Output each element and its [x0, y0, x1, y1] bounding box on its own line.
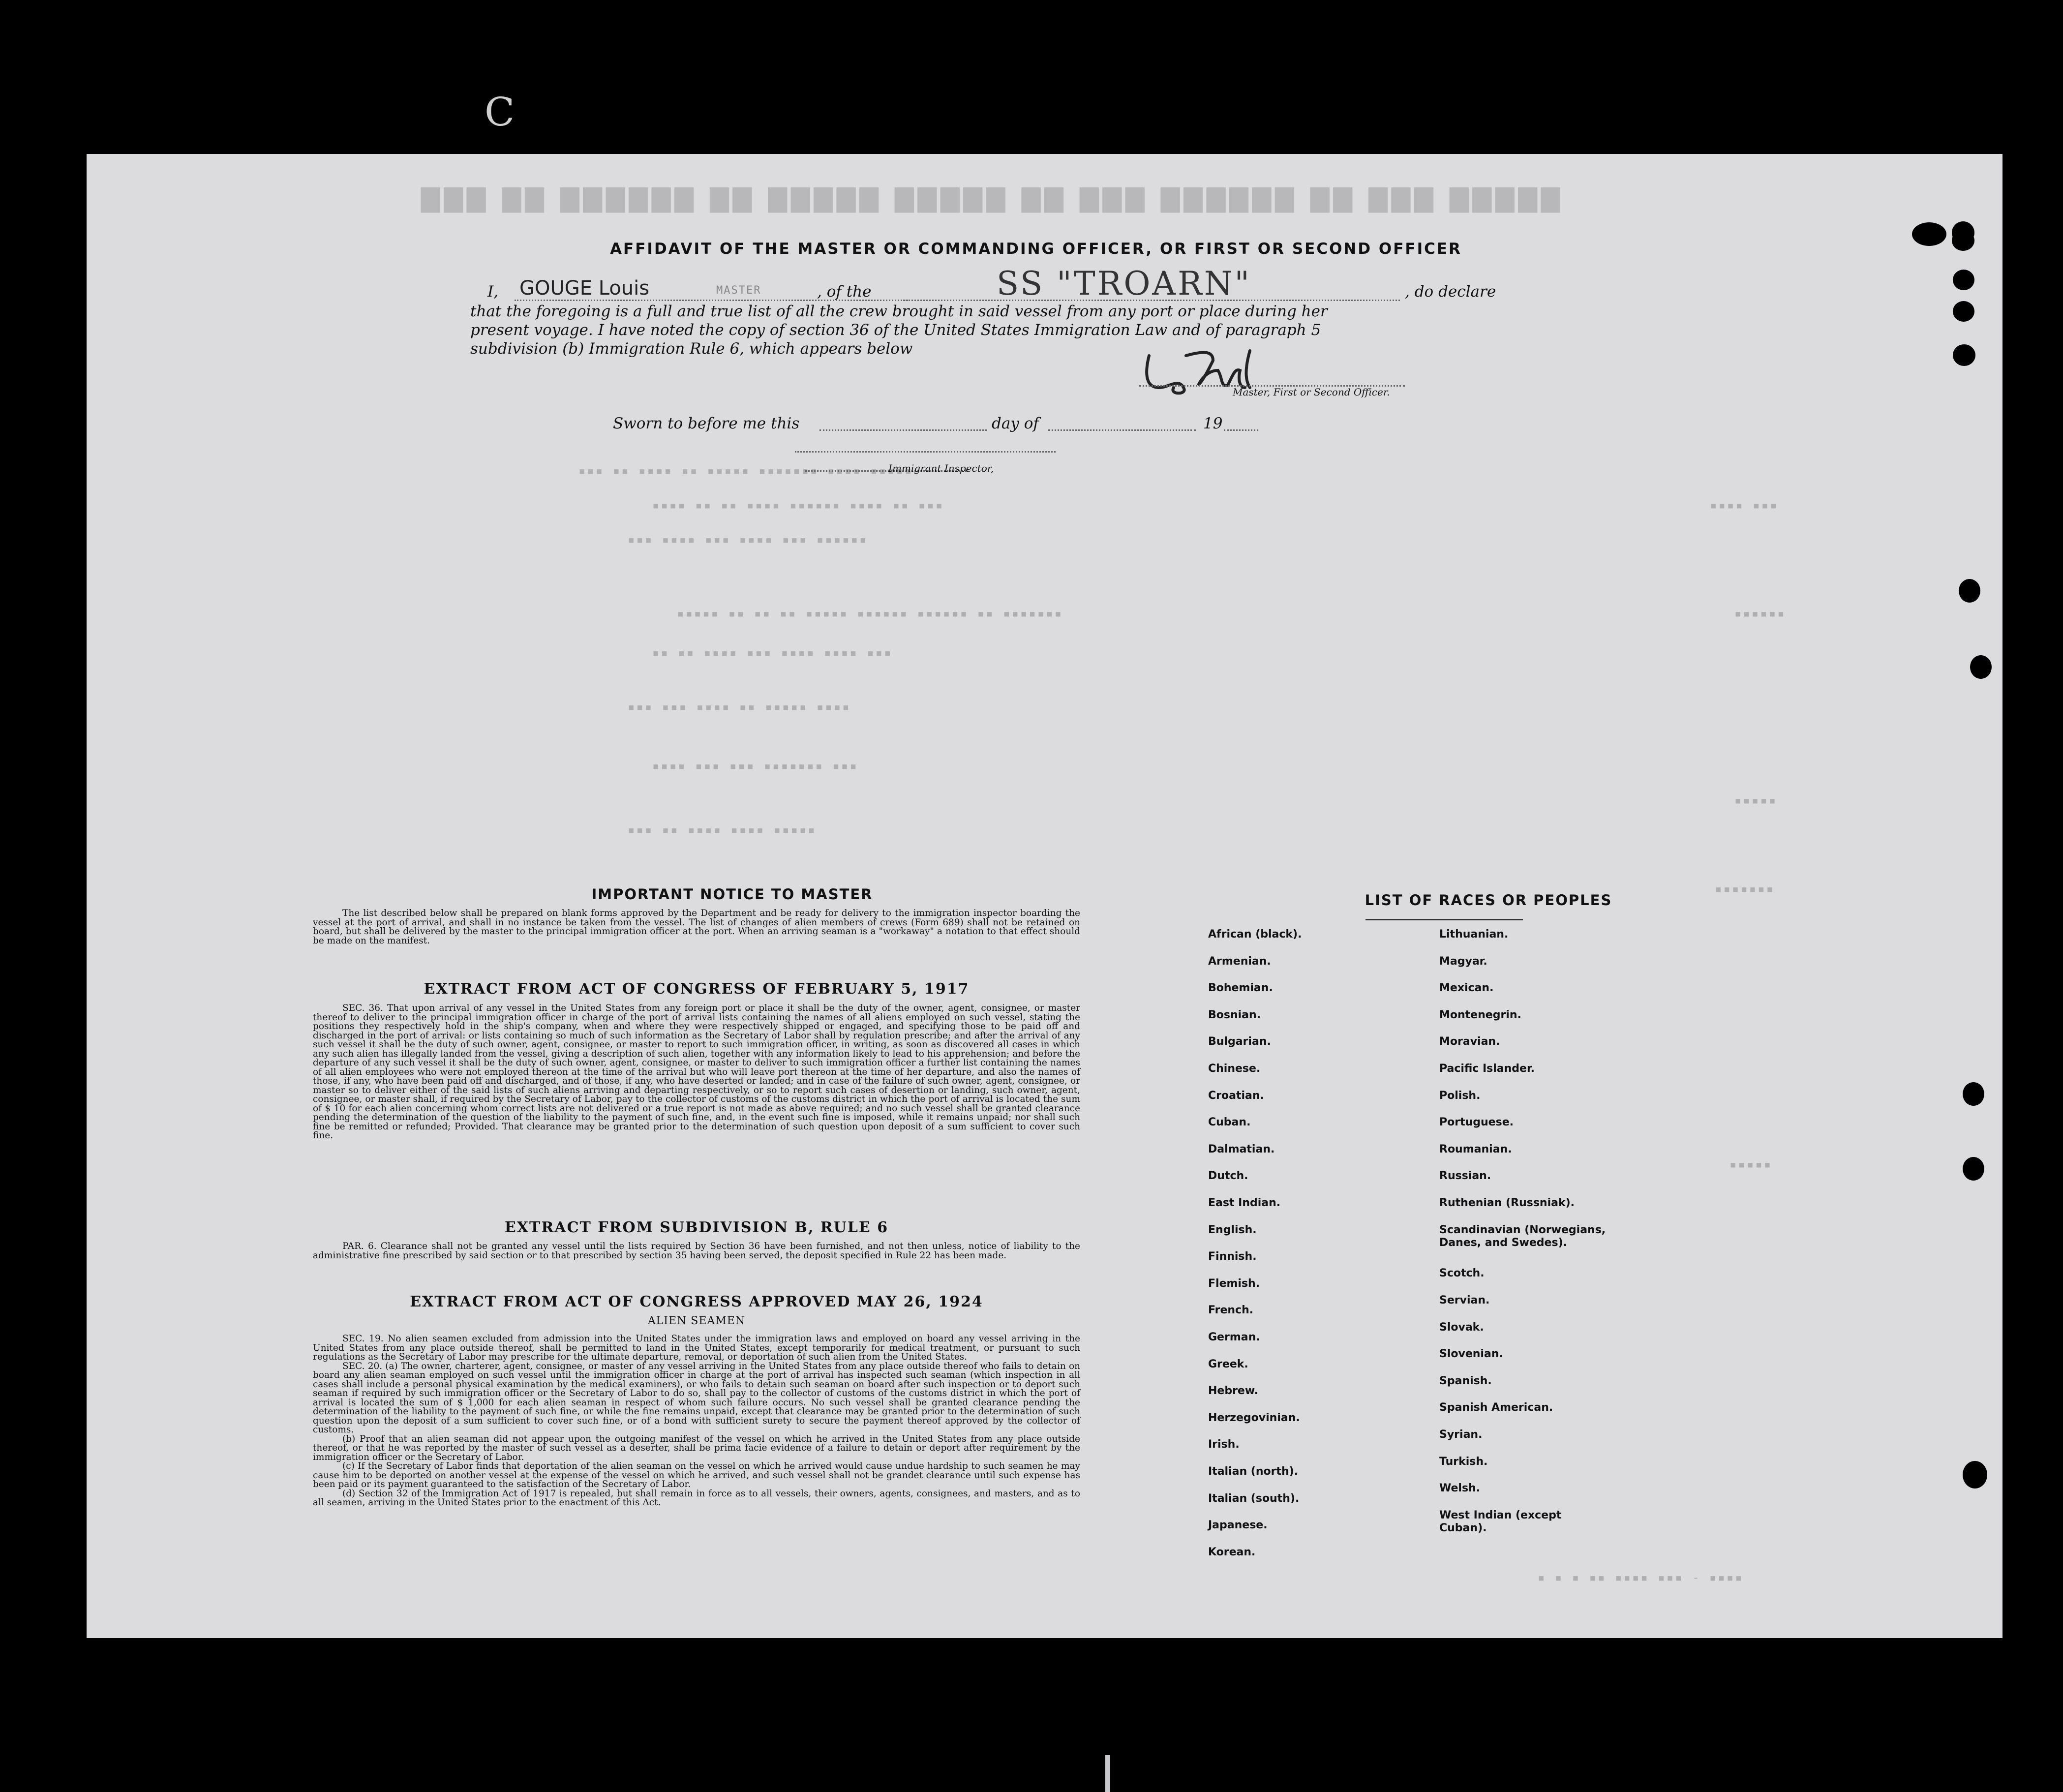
- race-item-left: English.: [1208, 1223, 1257, 1236]
- bleed-through-row: ▪▪▪▪▪▪: [1734, 607, 1786, 620]
- race-item-right: Slovak.: [1439, 1321, 1484, 1334]
- inspector-caption: Immigrant Inspector,: [888, 462, 994, 474]
- inspector-line-top: [795, 451, 1056, 453]
- sworn-month-line: [1048, 429, 1196, 431]
- race-item-right: Scandinavian (Norwegians, Danes, and Swedes).: [1439, 1223, 1606, 1249]
- race-item-left: Flemish.: [1208, 1277, 1260, 1290]
- race-item-right: Ruthenian (Russniak).: [1439, 1197, 1575, 1209]
- punch-hole: [1959, 579, 1980, 603]
- signature-caption: Master, First or Second Officer.: [1233, 386, 1390, 398]
- bleed-through-row: ▪▪▪▪▪: [1729, 1157, 1773, 1171]
- race-item-right: Spanish American.: [1439, 1401, 1553, 1414]
- race-item-left: German.: [1208, 1331, 1260, 1343]
- bleed-through-row: ▪▪▪▪ ▪▪▪ ▪▪▪ ▪▪▪▪▪▪▪ ▪▪▪: [652, 759, 858, 773]
- punch-hole: [1963, 1082, 1984, 1106]
- notice-title: IMPORTANT NOTICE TO MASTER: [591, 886, 873, 903]
- punch-hole: [1953, 270, 1974, 290]
- bleed-through-row: ▪▪▪▪▪ ▪▪ ▪▪ ▪▪ ▪▪▪▪▪ ▪▪▪▪▪▪ ▪▪▪▪▪▪ ▪▪ ▪▪▪▪▪▪▪: [677, 607, 1063, 620]
- race-item-right: Roumanian.: [1439, 1143, 1512, 1155]
- of-the-text: , of the: [817, 283, 872, 301]
- race-item-left: Korean.: [1208, 1546, 1256, 1558]
- race-item-left: Italian (north).: [1208, 1465, 1299, 1478]
- sworn-date-line: [819, 429, 987, 431]
- race-item-right: Spanish.: [1439, 1374, 1492, 1387]
- race-item-left: Dutch.: [1208, 1170, 1248, 1183]
- race-item-left: Dalmatian.: [1208, 1143, 1275, 1155]
- race-item-left: Herzegovinian.: [1208, 1411, 1300, 1424]
- punch-hole: [1970, 655, 1992, 679]
- punch-hole: [1953, 344, 1975, 366]
- bleed-through-row: ▪▪▪▪ ▪▪▪: [1710, 498, 1779, 512]
- race-item-right: Portuguese.: [1439, 1116, 1514, 1129]
- race-item-left: Finnish.: [1208, 1250, 1257, 1263]
- race-item-right: Magyar.: [1439, 955, 1487, 968]
- ship-name-stamp: SS "TROARN": [997, 265, 1251, 303]
- races-title: LIST OF RACES OR PEOPLES: [1365, 892, 1612, 909]
- manifest-page: [87, 154, 2002, 1638]
- bleed-through-row: ▪▪▪ ▪▪ ▪▪▪▪ ▪▪ ▪▪▪▪▪ ▪▪▪▪▪▪▪ ▪▪▪▪ ▪▪▪▪▪: [578, 464, 913, 478]
- affidavit-title: AFFIDAVIT OF THE MASTER OR COMMANDING OFFICER, OR FIRST OR SECOND OFFICER: [610, 240, 1462, 258]
- punch-hole: [1963, 1461, 1987, 1488]
- page-fold-edge: [1105, 1755, 1110, 1792]
- sworn-prefix: Sworn to before me this: [613, 415, 800, 432]
- race-item-left: Greek.: [1208, 1358, 1248, 1370]
- race-item-right: Moravian.: [1439, 1035, 1500, 1048]
- master-name-handwritten: GOUGE Louis: [519, 277, 650, 300]
- race-item-left: Armenian.: [1208, 955, 1271, 968]
- bleed-through-row: ▪▪▪▪▪: [1734, 793, 1778, 807]
- race-item-left: Bulgarian.: [1208, 1035, 1271, 1048]
- ship-name-line: [903, 300, 1400, 301]
- declaration-line-1: that the foregoing is a full and true list of all the crew brought in said vessel from any port or place during her: [470, 303, 1328, 320]
- race-item-left: Hebrew.: [1208, 1385, 1259, 1397]
- race-item-left: French.: [1208, 1304, 1254, 1317]
- race-item-right: Scotch.: [1439, 1267, 1485, 1280]
- rank-stamp: MASTER: [716, 284, 761, 297]
- race-item-left: Japanese.: [1208, 1519, 1268, 1532]
- declarant-pronoun: I,: [487, 283, 499, 301]
- corner-mark: C: [485, 89, 515, 135]
- races-title-underline: [1365, 919, 1523, 920]
- race-item-right: Russian.: [1439, 1170, 1491, 1183]
- race-item-left: Chinese.: [1208, 1063, 1261, 1075]
- bleed-through-header: ▇▇▇ ▇▇ ▇▇▇▇▇▇ ▇▇ ▇▇▇▇▇ ▇▇▇▇▇ ▇▇ ▇▇▇ ▇▇▇▇▇▇ ▇▇ ▇▇▇ ▇▇▇▇▇: [421, 183, 1564, 213]
- punch-hole: [1963, 1157, 1984, 1181]
- notice-body: The list described below shall be prepared on blank forms approved by the Department and be ready for delivery to the immigration inspector boarding the vessel at the port of arrival, and shall in no instance be taken from the vessel. The list of changes of alien members of crews (Form 689) shall not be retained on board, but shall be delivered by the master to the principal immigration officer at the port. When an arriving seaman is a "workaway" a notation to that effect should be made on the manifest.: [313, 908, 1080, 946]
- race-item-right: West Indian (except Cuban).: [1439, 1509, 1562, 1534]
- race-item-left: Italian (south).: [1208, 1492, 1300, 1505]
- race-item-left: Cuban.: [1208, 1116, 1251, 1129]
- bleed-through-row: ▪ ▪ ▪ ▪▪ ▪▪▪▪ ▪▪▪ - ▪▪▪▪: [1538, 1571, 1744, 1584]
- race-item-right: Turkish.: [1439, 1455, 1488, 1468]
- bleed-through-row: ▪▪▪ ▪▪▪ ▪▪▪▪ ▪▪ ▪▪▪▪▪ ▪▪▪▪: [628, 700, 851, 714]
- extract-1924-body: SEC. 19. No alien seamen excluded from admission into the United States under the immigration laws and employed on board any vessel arriving in the United States from any place outside thereof, shall be permitted to land in the United States, except temporarily for medical treatment, or pursuant to such regulations as the Secretary of Labor may prescribe for the ultimate departure, removal, or deportation of such alien from the United States. SEC. 20. (a) The owner, charterer, agent, consignee, or master of any vessel arriving in the United States from any place outside thereof who fails to detain on board any alien seaman employed on such vessel until the immigration officer in charge at the port of arrival has inspected such seaman (which inspection in all cases shall include a personal physical examination by the medical examiners), or who fails to detain such seaman on board after such inspection or to deport such seaman if required by such immigration officer or the Secretary of Labor to do so, shall pay to the collector of customs of the customs district in which the port of arrival is located the sum of $ 1,000 for each alien seaman in respect of whom such failure occurs. No such vessel shall be granted clearance pending the determination of the liability to the payment of such fine, or while the fine remains unpaid, except that clearance may be granted prior to the determination of such question upon the deposit of a sum sufficient to cover such fine, or of a bond with sufficient surety to secure the payment thereof approved by the collector of customs. (b) Proof that an alien seaman did not appear upon the outgoing manifest of the vessel on which he arrived in the United States from any place outside thereof, or that he was reported by the master of such vessel as a deserter, shall be prima facie evidence of a failure to detain or deport after requirement by the immigration officer or the Secretary of Labor. (c) If the Secretary of Labor finds that deportation of the alien seaman on the vessel on which he arrived would cause undue hardship to such seamen he may cause him to be deported on another vessel at the expense of the vessel on which he arrived, and such vessel shall not be grandet clearance until such expense has been paid or its payment guaranteed to the satisfaction of the Secretary of Labor. (d) Section 32 of the Immigration Act of 1917 is repealed, but shall remain in force as to all vessels, their owners, agents, consignees, and masters, and as to all seamen, arriving in the United States prior to the enactment of this Act.: [313, 1334, 1080, 1508]
- extract-rule6-body: PAR. 6. Clearance shall not be granted any vessel until the lists required by Section 36 have been furnished, and not then unless, notice of liability to the administrative fine prescribed by said section or to that prescribed by section 35 having been served, the deposit specified in Rule 22 has been made.: [313, 1241, 1080, 1261]
- race-item-right: Pacific Islander.: [1439, 1063, 1535, 1075]
- bleed-through-row: ▪▪▪ ▪▪ ▪▪▪▪ ▪▪▪▪ ▪▪▪▪▪: [628, 823, 817, 837]
- punch-hole: [1952, 230, 1974, 251]
- bleed-through-row: ▪▪▪▪ ▪▪ ▪▪ ▪▪▪▪ ▪▪▪▪▪▪ ▪▪▪▪ ▪▪ ▪▪▪: [652, 498, 944, 512]
- race-item-right: Lithuanian.: [1439, 928, 1509, 941]
- race-item-right: Syrian.: [1439, 1428, 1483, 1441]
- extract-1917-title: EXTRACT FROM ACT OF CONGRESS OF FEBRUARY 5, 1917: [424, 980, 970, 998]
- race-item-right: Mexican.: [1439, 982, 1494, 995]
- race-item-left: Croatian.: [1208, 1089, 1264, 1102]
- bleed-through-row: ▪▪▪ ▪▪▪▪ ▪▪▪ ▪▪▪▪ ▪▪▪ ▪▪▪▪▪▪: [628, 533, 868, 547]
- extract-1924-title: EXTRACT FROM ACT OF CONGRESS APPROVED MAY 26, 1924: [410, 1293, 983, 1310]
- punch-hole: [1912, 222, 1946, 246]
- declaration-line-3: subdivision (b) Immigration Rule 6, which appears below: [470, 340, 913, 358]
- sworn-year-prefix: 19: [1203, 415, 1223, 432]
- extract-rule6-title: EXTRACT FROM SUBDIVISION B, RULE 6: [504, 1219, 889, 1236]
- race-item-right: Slovenian.: [1439, 1348, 1503, 1361]
- bleed-through-row: ▪▪▪▪▪▪▪: [1715, 882, 1775, 896]
- race-item-left: Bosnian.: [1208, 1008, 1261, 1021]
- declaration-line-2: present voyage. I have noted the copy of section 36 of the United States Immigration Law and of paragraph 5: [470, 321, 1321, 339]
- sworn-year-line: [1224, 429, 1258, 431]
- race-item-left: East Indian.: [1208, 1197, 1281, 1209]
- race-item-right: Polish.: [1439, 1089, 1481, 1102]
- extract-1917-body: SEC. 36. That upon arrival of any vessel in the United States from any foreign port or place it shall be the duty of the owner, agent, consignee, or master thereof to deliver to the principal immigration officer in charge of the port of arrival lists containing the names of all aliens employed on such vessel, stating the positions they respectively hold in the ship's company, when and where they were respectively shipped or engaged, and specifying those to be paid off and discharged in the port of arrival: or lists containing so much of such information as the Secretary of Labor shall by regulation prescribe; and after the arrival of any such vessel it shall be the duty of such owner, agent, consignee, or master to report to such immigration officer, in writing, as soon as discovered all cases in which any such alien has illegally landed from the vessel, giving a description of such alien, together with any information likely to lead to his apprehension; and before the departure of any such vessel it shall be the duty of such owner, agent, consignee, or master to deliver to such immigration officer a further list containing the names of all alien employees who were not employed thereon at the time of the arrival but who will leave port thereon at the time of her departure, and also the names of those, if any, who have been paid off and discharged, and of those, if any, who have deserted or landed; and in case of the failure of such owner, agent, consignee, or master so to deliver either of the said lists of such aliens arriving and departing respectively, or so to report such cases of desertion or landing, such owner, agent, consignee, or master shall, if required by the Secretary of Labor, pay to the collector of customs of the customs district in which the port of arrival is located the sum of $ 10 for each alien concerning whom correct lists are not delivered or a true report is not made as above required; and no such vessel shall be granted clearance pending the determination of the question of the liability to the payment of such fine, and, in the event such fine is imposed, while it remains unpaid; nor shall such fine be remitted or refunded; Provided. That clearance may be granted prior to the determination of such question upon deposit of a sum sufficient to cover such fine.: [313, 1003, 1080, 1141]
- race-item-left: Bohemian.: [1208, 982, 1273, 995]
- race-item-right: Montenegrin.: [1439, 1008, 1521, 1021]
- sworn-day-text: day of: [992, 415, 1039, 432]
- race-item-left: African (black).: [1208, 928, 1302, 941]
- extract-1924-subtitle: ALIEN SEAMEN: [647, 1315, 746, 1327]
- bleed-through-row: ▪▪ ▪▪ ▪▪▪▪ ▪▪▪ ▪▪▪▪ ▪▪▪▪ ▪▪▪: [652, 646, 893, 660]
- do-declare-text: , do declare: [1405, 283, 1496, 301]
- race-item-right: Welsh.: [1439, 1482, 1481, 1495]
- race-item-right: Servian.: [1439, 1294, 1490, 1306]
- race-item-left: Irish.: [1208, 1438, 1240, 1451]
- punch-hole: [1953, 301, 1974, 322]
